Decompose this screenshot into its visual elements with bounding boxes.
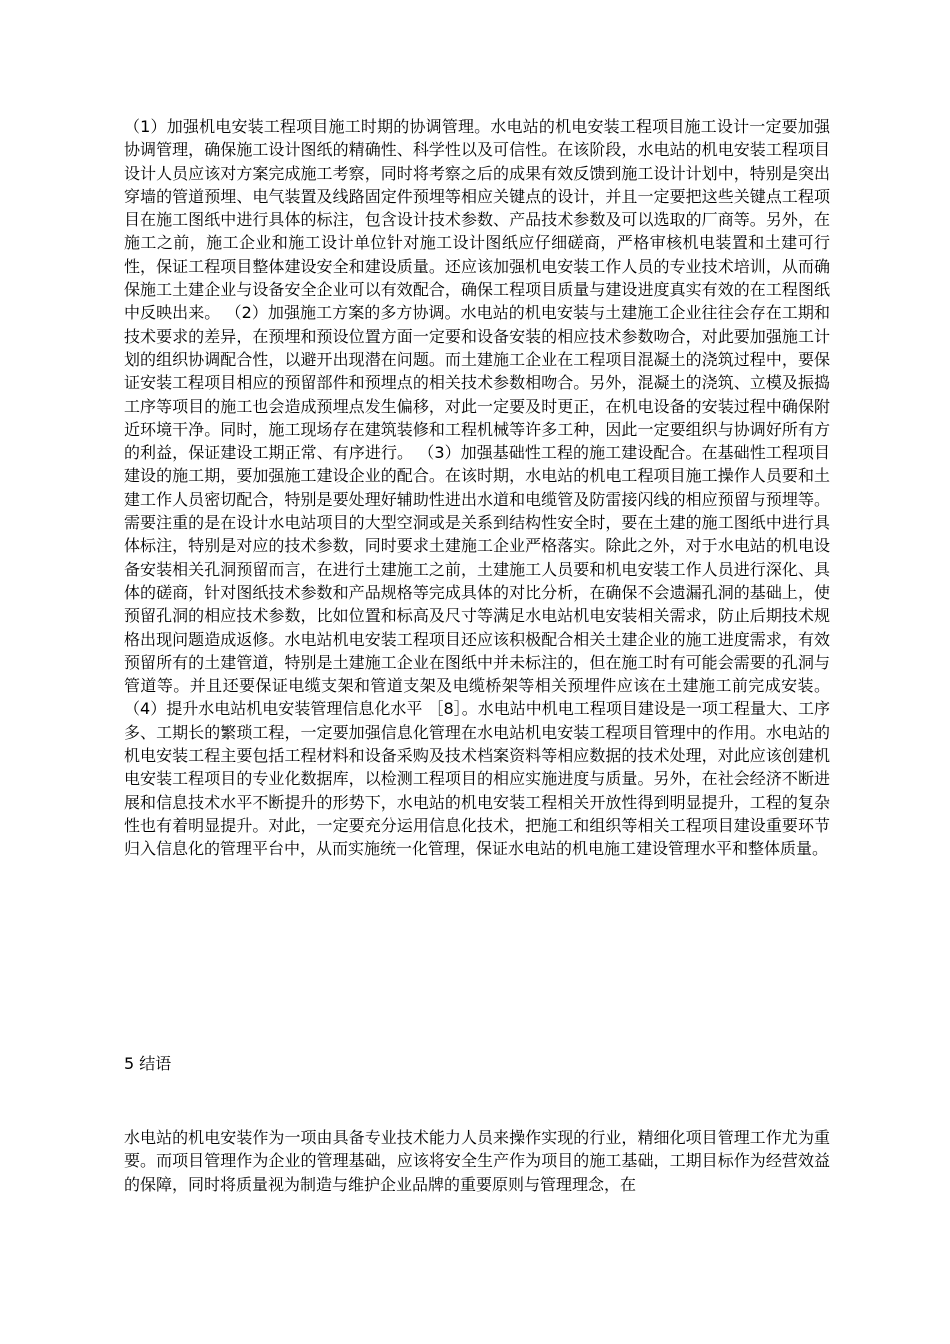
- body-paragraph-conclusion: 水电站的机电安装作为一项由具备专业技术能力人员来操作实现的行业，精细化项目管理工作尤为重要。而项目管理作为企业的管理基础，应该将安全生产作为项目的施工基础，工期目标作为经营效益的保障，同时将质量视为制造与维护企业品牌的重要原则与管理理念，在: [124, 1128, 830, 1194]
- section-heading-conclusion: 5 结语: [124, 1054, 172, 1073]
- body-paragraph-section-4: （1）加强机电安装工程项目施工时期的协调管理。水电站的机电安装工程项目施工设计一定要加强协调管理，确保施工设计图纸的精确性、科学性以及可信性。在该阶段，水电站的机电安装工程项目设计人员应该对方案完成施工考察，同时将考察之后的成果有效反馈到施工设计计划中，特别是突出穿墙的管道预埋、电气装置及线路固定件预埋等相应关键点的设计，并且一定要把这些关键点工程项目在施工图纸中进行具体的标注，包含设计技术参数、产品技术参数及可以选取的厂商等。另外，在施工之前，施工企业和施工设计单位针对施工设计图纸应仔细磋商，严格审核机电装置和土建可行性，保证工程项目整体建设安全和建设质量。还应该加强机电安装工作人员的专业技术培训，从而确保施工土建企业与设备安全企业可以有效配合，确保工程项目质量与建设进度真实有效的在工程图纸中反映出来。 （2）加强施工方案的多方协调。水电站的机电安装与土建施工企业往往会存在工期和技术要求的差异，在预埋和预设位置方面一定要和设备安装的相应技术参数吻合，对此要加强施工计划的组织协调配合性，以避开出现潜在问题。而土建施工企业在工程项目混凝土的浇筑过程中，要保证安装工程项目相应的预留部件和预埋点的相关技术参数相吻合。另外，混凝土的浇筑、立模及振捣工序等项目的施工也会造成预埋点发生偏移，对此一定要及时更正，在机电设备的安装过程中确保附近环境干净。同时，施工现场存在建筑装修和工程机械等许多工种，因此一定要组织与协调好所有方的利益，保证建设工期正常、有序进行。 （3）加强基础性工程的施工建设配合。在基础性工程项目建设的施工期，要加强施工建设企业的配合。在该时期，水电站的机电工程项目施工操作人员要和土建工作人员密切配合，特别是要处理好辅助性进出水道和电缆管及防雷接闪线的相应预留与预埋等。需要注重的是在设计水电站项目的大型空洞或是关系到结构性安全时，要在土建的施工图纸中进行具体标注，特别是对应的技术参数，同时要求土建施工企业严格落实。除此之外，对于水电站的机电设备安装相关孔洞预留而言，在进行土建施工之前，土建施工人员要和机电安装工作人员进行深化、具体的磋商，针对图纸技术参数和产品规格等完成具体的对比分析，在确保不会遗漏孔洞的基础上，使预留孔洞的相应技术参数，比如位置和标高及尺寸等满足水电站机电安装相关需求，防止后期技术规格出现问题造成返修。水电站机电安装工程项目还应该积极配合相关土建企业的施工进度需求，有效预留所有的土建管道，特别是土建施工企业在图纸中并未标注的，但在施工时有可能会需要的孔洞与管道等。并且还要保证电缆支架和管道支架及电缆桥架等相关预埋件应该在土建施工前完成安装。 （4）提升水电站机电安装管理信息化水平 ［8］。水电站中机电工程项目建设是一项工程量大、工序多、工期长的繁琐工程，一定要加强信息化管理在水电站机电安装工程项目管理中的作用。水电站的机电安装工程主要包括工程材料和设备采购及技术档案资料等相应数据的技术处理，对此应该创建机电安装工程项目的专业化数据库，以检测工程项目的相应实施进度与质量。另外，在社会经济不断进展和信息技术水平不断提升的形势下，水电站的机电安装工程相关开放性得到明显提升，工程的复杂性也有着明显提升。对此，一定要充分运用信息化技术，把施工和组织等相关工程项目建设重要环节归入信息化的管理平台中，从而实施统一化管理，保证水电站的机电施工建设管理水平和整体质量。: [124, 117, 830, 859]
